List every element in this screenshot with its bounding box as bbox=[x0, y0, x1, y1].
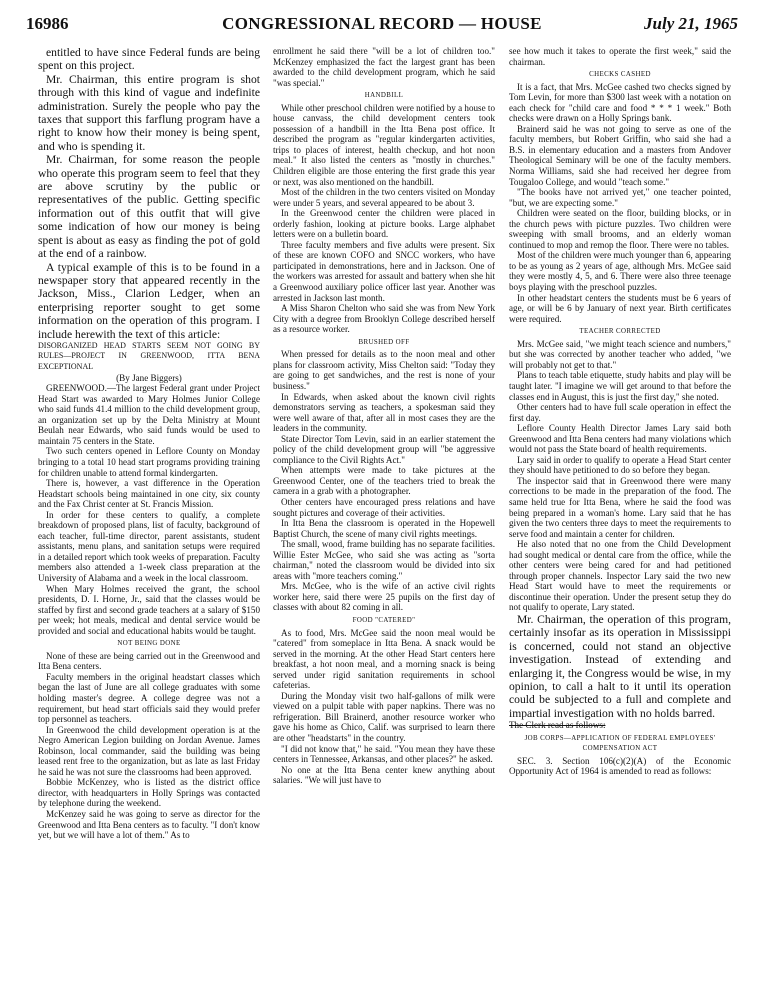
col1-paragraph: When Mary Holmes received the grant, the school presidents, D. I. Horne, Jr., said that the classes would be staffed by first and second grade teachers at a salary of $150 per week; hot meals, medical and dental service would be provided and social and educational habits would be taught. bbox=[38, 583, 260, 636]
col3-paragraph: In other headstart centers the students must be 6 years of age, or will be 6 by January of next year. Birth certificates were required. bbox=[509, 292, 731, 324]
column-3 bbox=[509, 46, 731, 976]
col2-paragraph: While other preschool children were notified by a house to house canvass, the child development centers took possession of a handbill in the Itta Bena post office. It described the program as "regular kindergarten activities, trips to places of interest, health checkup, and hot noon meal." It also listed the centers as "mostly in churches." Children eligible are those entering the first grade this year or next, was also mentioned on the handbill. bbox=[273, 102, 495, 187]
col3-paragraph: SEC. 3. Section 106(c)(2)(A) of the Economic Opportunity Act of 1964 is amended to read as follows: bbox=[509, 755, 731, 777]
col1-paragraph: There is, however, a vast difference in the Operation Headstart schools being maintained in one city, six county and the Fax Christ center at St. Francis Mission. bbox=[38, 478, 260, 510]
col1-paragraph: McKenzey said he was going to serve as director for the Greenwood and Itta Bena centers as to faculty. "I don't know yet, but we will have a lot of them." As to bbox=[38, 809, 260, 841]
column-1 bbox=[38, 46, 260, 976]
col3-paragraph: see how much it takes to operate the first week," said the chairman. bbox=[509, 46, 731, 67]
col2-subheading: HANDBILL bbox=[364, 92, 404, 100]
col2-paragraph: enrollment he said there "will be a lot of children too." McKenzey emphasized the fact the largest grant has been awarded to the child development program, which he said "was special." bbox=[273, 46, 495, 88]
col2-paragraph: "I did not know that," he said. "You mean they have these centers in Tennessee, Arkansas, and other places?" he asked. bbox=[273, 743, 495, 765]
publication-title: CONGRESSIONAL RECORD — HOUSE bbox=[222, 14, 542, 33]
col2-paragraph: A Miss Sharon Chelton who said she was from New York City with a degree from Brooklyn College described herself as a resource worker. bbox=[273, 303, 495, 335]
col1-paragraph: Mr. Chairman, for some reason the people who operate this program seem to feel that they are above scrutiny by the public or representatives of the public. Getting specific information out of this outfit that will give some indication of how our money is being spent is about as easy as finding the pot of gold at the end of a rainbow. bbox=[38, 153, 260, 261]
page-number: 16986 bbox=[26, 14, 69, 33]
col3-paragraph: Lary said in order to qualify to operate a Head Start center they should have petitioned to do so before they began. bbox=[509, 454, 731, 476]
col3-paragraph: Plans to teach table etiquette, study habits and play will be taught later. "I imagine we will get around to that before the classes end in August, this is just the first day," she noted. bbox=[509, 370, 731, 402]
issue-date: July 21, 1965 bbox=[644, 14, 738, 33]
col1-paragraph: Mr. Chairman, this entire program is shot through with this kind of vague and indefinite administration. Surely the people who pay the taxes that support this farflung program have a right to know how their money is being spent, and who is spending it. bbox=[38, 72, 260, 153]
col1-paragraph: Bobbie McKenzey, who is listed as the district office director, with headquarters in Holly Springs was contacted by telephone during the weekend. bbox=[38, 777, 260, 809]
col2-paragraph: Mrs. McGee, who is the wife of an active civil rights worker here, said there were 25 pupils on the first day of classes with about 82 coming in all. bbox=[273, 581, 495, 613]
col3-subheading: CHECKS CASHED bbox=[589, 71, 651, 79]
col3-subheading: TEACHER CORRECTED bbox=[579, 328, 661, 336]
col3-paragraph: Brainerd said he was not going to serve as one of the faculty members, but Robert Griffin, who said she had a B.S. in elementary education and a masters from Andover Theological Seminary will be one of the faculty members. Norma Williams, said she had received her degree from Tougaloo College, and would "teach some." bbox=[509, 123, 731, 187]
col3-paragraph: It is a fact, that Mrs. McGee cashed two checks signed by Tom Levin, for more than $300 last week with a notation on each check for "child care and food * * * 1 week." Both checks were drawn on a Holly Springs bank. bbox=[509, 81, 731, 124]
col3-paragraph: He also noted that no one from the Child Development had sought medical or dental care from the office, while the other centers were being cared for and had petitioned through proper channels. Inspector Lary said the two new Head Start would have to meet the requirements or discontinue their operation. Under the present setup they do not qualify to operate, Lary stated. bbox=[509, 539, 731, 613]
col2-paragraph: No one at the Itta Bena center knew anything about salaries. "We will just have to bbox=[273, 764, 495, 786]
col2-paragraph: When attempts were made to take pictures at the Greenwood Center, one of the teachers tried to break the camera in a grab with a photographer. bbox=[273, 465, 495, 497]
col3-subheading: JOB CORPS—APPLICATION OF FEDERAL EMPLOYEES' COMPENSATION ACT bbox=[524, 734, 716, 753]
col1-article-headline: DISORGANIZED HEAD STARTS SEEM NOT GOING BY RULES—PROJECT IN GREENWOOD, ITTA BENA EXCEPTIONAL bbox=[38, 340, 260, 372]
col2-paragraph: In Itta Bena the classroom is operated in the Hopewell Baptist Church, the scene of many civil rights meetings. bbox=[273, 518, 495, 539]
col2-paragraph: The small, wood, frame building has no separate facilities. Willie Ester McGee, who said she was acting as "sorta chairman," noted the classroom would be divided into six areas with "more teachers coming." bbox=[273, 539, 495, 581]
col2-paragraph: State Director Tom Levin, said in an earlier statement the policy of the child development group will "be aggressive compliance to the Civil Rights Act." bbox=[273, 433, 495, 465]
col1-paragraph: entitled to have since Federal funds are being spent on this project. bbox=[38, 46, 260, 73]
col2-paragraph: During the Monday visit two half-gallons of milk were viewed on a pulpit table with paper napkins. There was no refrigeration. Bill Brainerd, another resource worker who gave his home as Chico, Calif. was surprised to learn there are other "headstarts" in the country. bbox=[273, 690, 495, 743]
column-2 bbox=[273, 46, 495, 976]
col2-paragraph: In Edwards, when asked about the known civil rights demonstrators serving as teachers, a spokesman said they were well aware of that, after all in most cases they are the leaders in the community. bbox=[273, 391, 495, 434]
col2-paragraph: Most of the children in the two centers visited on Monday were under 5 years, and several appeared to be about 3. bbox=[273, 187, 495, 208]
col3-paragraph: Most of the children were much younger than 6, appearing to be as young as 2 years of age, although Mrs. McGee said they were mostly 4, 5, and 6. There were also three teenage boys playing with the preschool puzzles. bbox=[509, 250, 731, 293]
page-header bbox=[26, 14, 738, 38]
col2-paragraph: Other centers have encouraged press relations and have sought pictures and coverage of their activities. bbox=[273, 496, 495, 518]
col3-paragraph: "The books have not arrived yet," one teacher pointed, "but, we are expecting some." bbox=[509, 187, 731, 208]
col2-subheading: FOOD "CATERED" bbox=[352, 616, 416, 624]
col1-paragraph: In Greenwood the child development operation is at the Negro American Legion building on Jordan Avenue. James Robinson, local commander, said the building was being leased rent free to the organization, but as late as last Friday he said he was not sure the classrooms had been approved. bbox=[38, 724, 260, 777]
col1-subheading: NOT BEING DONE bbox=[117, 640, 181, 648]
col2-paragraph: When pressed for details as to the noon meal and other plans for classroom activity, Miss Chelton said: "Today they are going to get sandwiches, and the rest is none of your business." bbox=[273, 349, 495, 391]
col1-paragraph: GREENWOOD.—The largest Federal grant under Project Head Start was awarded to Mary Holmes Junior College who said funds 41.4 million to the child development group, an organization set up by the Delta Ministry at Mount Beulah near Edwards, who said funds would be used to maintain 75 centers in the State. bbox=[38, 383, 260, 446]
col1-paragraph: Faculty members in the original headstart classes which began the last of June are all college graduates with some holding master's degree. A college degree was not a requirement, but head start officials said they would prefer top personnel as teachers. bbox=[38, 671, 260, 725]
col3-paragraph: Mrs. McGee said, "we might teach science and numbers," but she was corrected by another teacher who added, "we will probably not get to that." bbox=[509, 338, 731, 370]
col1-paragraph: Two such centers opened in Leflore County on Monday bringing to a total 10 head start programs providing training for children unable to attend formal kindergarten. bbox=[38, 446, 260, 478]
col2-paragraph: In the Greenwood center the children were placed in orderly fashion, looking at picture books. Large alphabet letters were on a bulletin board. bbox=[273, 208, 495, 240]
col3-paragraph: Leflore County Health Director James Lary said both Greenwood and Itta Bena centers had many violations which would not pass the State board of health requirements. bbox=[509, 423, 731, 455]
col3-paragraph: Other centers had to have full scale operation in effect the first day. bbox=[509, 402, 731, 423]
col3-paragraph: Children were seated on the floor, building blocks, or in the church pews with picture puzzles. Two children were sweeping with small brooms, and an elderly woman continued to mop and remop the floor. There were no tables. bbox=[509, 208, 731, 250]
col2-paragraph: As to food, Mrs. McGee said the noon meal would be "catered" from someplace in Itta Bena. A snack would be served in the morning. At the other Head Start centers here breakfast, a hot noon meal, and a morning snack is being served under rigid sanitation requirements in school cafeterias. bbox=[273, 627, 495, 691]
col1-byline: (By Jane Biggers) bbox=[116, 372, 182, 383]
col2-subheading: BRUSHED OFF bbox=[358, 338, 410, 346]
col1-paragraph: None of these are being carried out in the Greenwood and Itta Bena centers. bbox=[38, 650, 260, 672]
col1-paragraph: In order for these centers to qualify, a complete breakdown of proposed plans, list of faculty, background of each teacher, full-time director, parent assistants, student assistants, menu plans, and sanitation setups were required in a detailed report which took weeks of preparation. Faculty members also attended a 1-week class preparation at the University of Alabama and a week in the local classroom. bbox=[38, 509, 260, 583]
col3-clerk-line: The Clerk read as follows: bbox=[509, 720, 606, 731]
col2-paragraph: Three faculty members and five adults were present. Six of these are known COFO and SNCC workers, who have participated in demonstrations, here and in Jackson. One of the workers was arrested for assault and battery when she hit a Greenwood auxiliary police officer last year. Another was arrested in Jackson last month. bbox=[273, 239, 495, 303]
col1-paragraph: A typical example of this is to be found in a newspaper story that appeared recently in the Jackson, Miss., Clarion Ledger, when an enterprising reporter sought to get some information on the operation of this program. I include herewith the text of this article: bbox=[38, 260, 260, 341]
col3-paragraph: Mr. Chairman, the operation of this program, certainly insofar as its operation in Mississippi is concerned, could not stand an objective investigation. Instead of extending and enlarging it, the Congress would be wise, in my opinion, to call a halt to it until its operation could be subjected to a full and complete and impartial investigation with no holds barred. bbox=[509, 612, 731, 720]
col3-paragraph: The inspector said that in Greenwood there were many corrections to be made in the preparation of the food. The same held true for Itta Bena, where he said the food was being prepared in a woman's home. Lary said that he has given the two centers three days to meet the requirements to serve food and maintain a center for children. bbox=[509, 475, 731, 539]
